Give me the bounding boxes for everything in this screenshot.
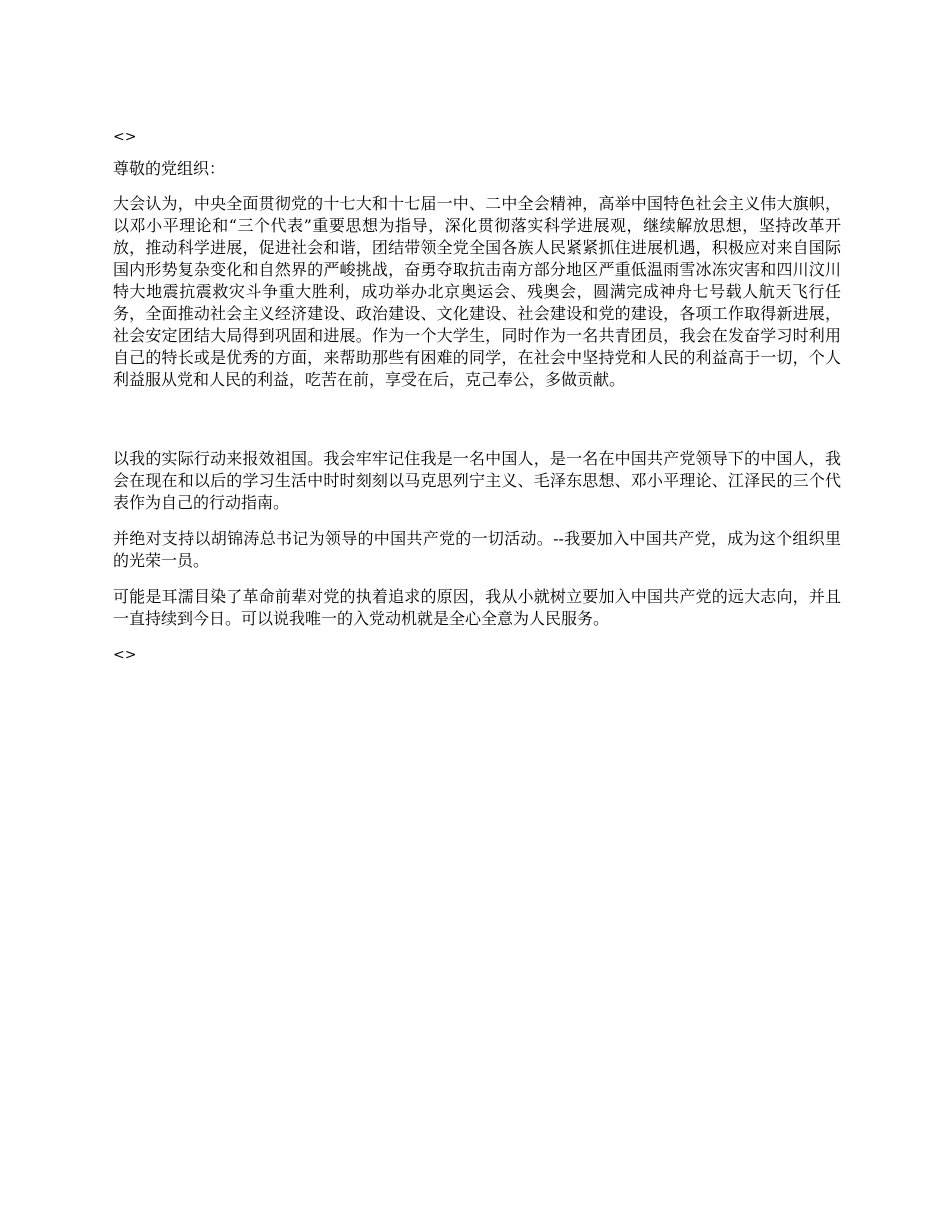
- paragraph-gap: [113, 405, 841, 448]
- paragraph-2: 以我的实际行动来报效祖国。我会牢牢记住我是一名中国人，是一名在中国共产党领导下的中国人，我会在现在和以后的学习生活中时时刻刻以马克思列宁主义、毛泽东思想、邓小平理论、江泽民的三个代表作为自己的行动指南。: [113, 449, 841, 512]
- greeting: 尊敬的党组织：: [113, 159, 226, 178]
- paragraph-1: 大会认为，中央全面贯彻党的十七大和十七届一中、二中全会精神，高举中国特色社会主义伟大旗帜，以邓小平理论和“三个代表”重要思想为指导，深化贯彻落实科学进展观，继续解放思想，坚持改革开放，推动科学进展，促进社会和谐，团结带领全党全国各族人民紧紧抓住进展机遇，积极应对来自国际国内形势复杂变化和自然界的严峻挑战，奋勇夺取抗击南方部分地区严重低温雨雪冰冻灾害和四川汶川特大地震抗震救灾斗争重大胜利，成功举办北京奥运会、残奥会，圆满完成神舟七号载人航天飞行任务，全面推动社会主义经济建设、政治建设、文化建设、社会建设和党的建设，各项工作取得新进展，社会安定团结大局得到巩固和进展。作为一个大学生，同时作为一名共青团员，我会在发奋学习时利用自己的特长或是优秀的方面，来帮助那些有困难的同学，在社会中坚持党和人民的利益高于一切，个人利益服从党和人民的利益，吃苦在前，享受在后，克己奉公，多做贡献。: [113, 194, 841, 389]
- paragraph-4: 可能是耳濡目染了革命前辈对党的执着追求的原因，我从小就树立要加入中国共产党的远大志向，并且一直持续到今日。可以说我唯一的入党动机就是全心全意为人民服务。: [113, 587, 841, 628]
- paragraph-3: 并绝对支持以胡锦涛总书记为领导的中国共产党的一切活动。--我要加入中国共产党，成为这个组织里的光荣一员。: [113, 529, 841, 570]
- bottom-marker: <>: [113, 647, 137, 663]
- document-page: [113, 126, 841, 676]
- top-marker: <>: [113, 129, 137, 145]
